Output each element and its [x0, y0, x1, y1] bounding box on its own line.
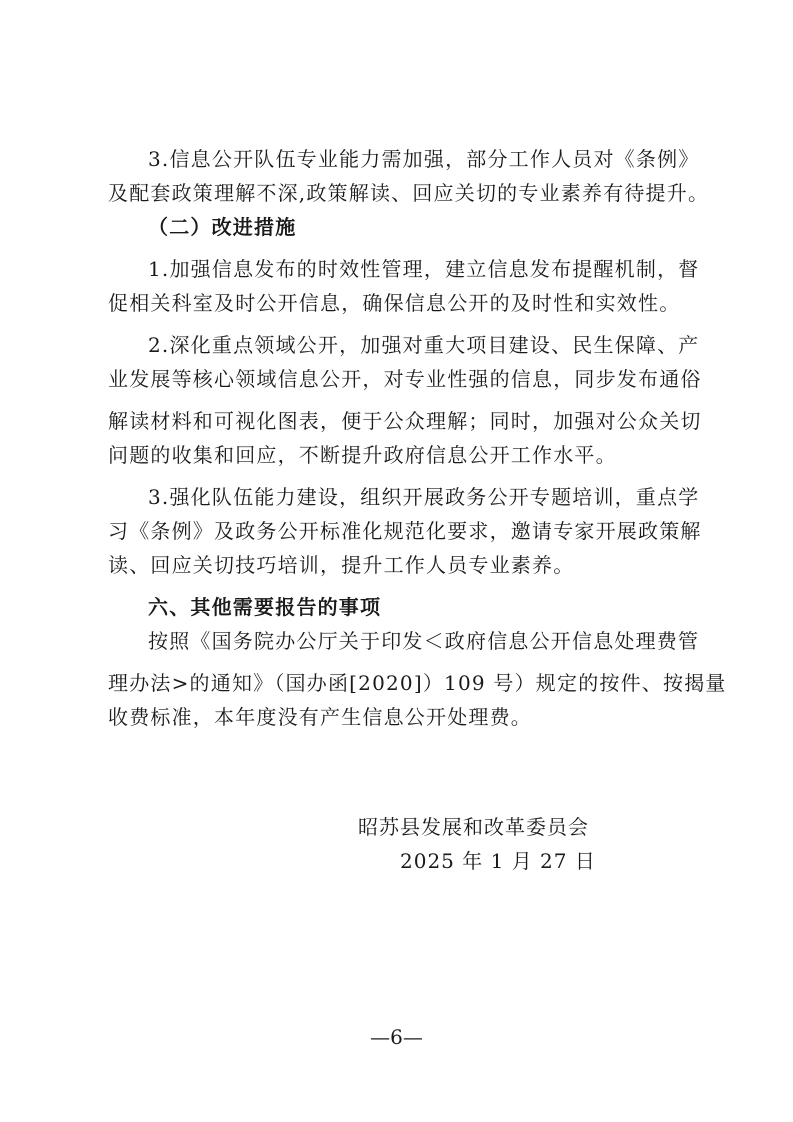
paragraph-line: 问题的收集和回应，不断提升政府信息公开工作水平。 [108, 443, 617, 467]
section-heading: 六、其他需要报告的事项 [148, 595, 382, 619]
paragraph-line: 2.深化重点领域公开，加强对重大项目建设、民生保障、产 [148, 333, 700, 357]
paragraph-line: 收费标准，本年度没有产生信息公开处理费。 [108, 705, 532, 729]
paragraph-line: 按照《国务院办公厅关于印发＜政府信息公开信息处理费管 [148, 629, 700, 653]
paragraph-line: 读、回应关切技巧培训，提升工作人员专业素养。 [108, 553, 575, 577]
paragraph-line: 理办法>的通知》（国办函[2020]）109 号）规定的按件、按揭量 [108, 671, 727, 695]
paragraph-line: 习《条例》及政务公开标准化规范化要求，邀请专家开展政策解 [108, 519, 702, 543]
paragraph-line: 促相关科室及时公开信息，确保信息公开的及时性和实效性。 [108, 291, 681, 315]
paragraph-line: 业发展等核心领域信息公开，对专业性强的信息，同步发布通俗 [108, 367, 702, 391]
section-heading: （二）改进措施 [148, 215, 297, 239]
paragraph-line: 解读材料和可视化图表，便于公众理解；同时，加强对公众关切 [108, 409, 702, 433]
page-number: —6— [370, 1025, 423, 1049]
paragraph-line: 3.信息公开队伍专业能力需加强，部分工作人员对《条例》 [148, 147, 700, 171]
paragraph-line: 1.加强信息发布的时效性管理，建立信息发布提醒机制，督 [148, 257, 700, 281]
paragraph-line: 3.强化队伍能力建设，组织开展政务公开专题培训，重点学 [148, 485, 700, 509]
signature-date: 2025 年 1 月 27 日 [400, 849, 596, 873]
paragraph-line: 及配套政策理解不深,政策解读、回应关切的专业素养有待提升。 [108, 181, 710, 205]
signature-organization: 昭苏县发展和改革委员会 [358, 815, 589, 839]
